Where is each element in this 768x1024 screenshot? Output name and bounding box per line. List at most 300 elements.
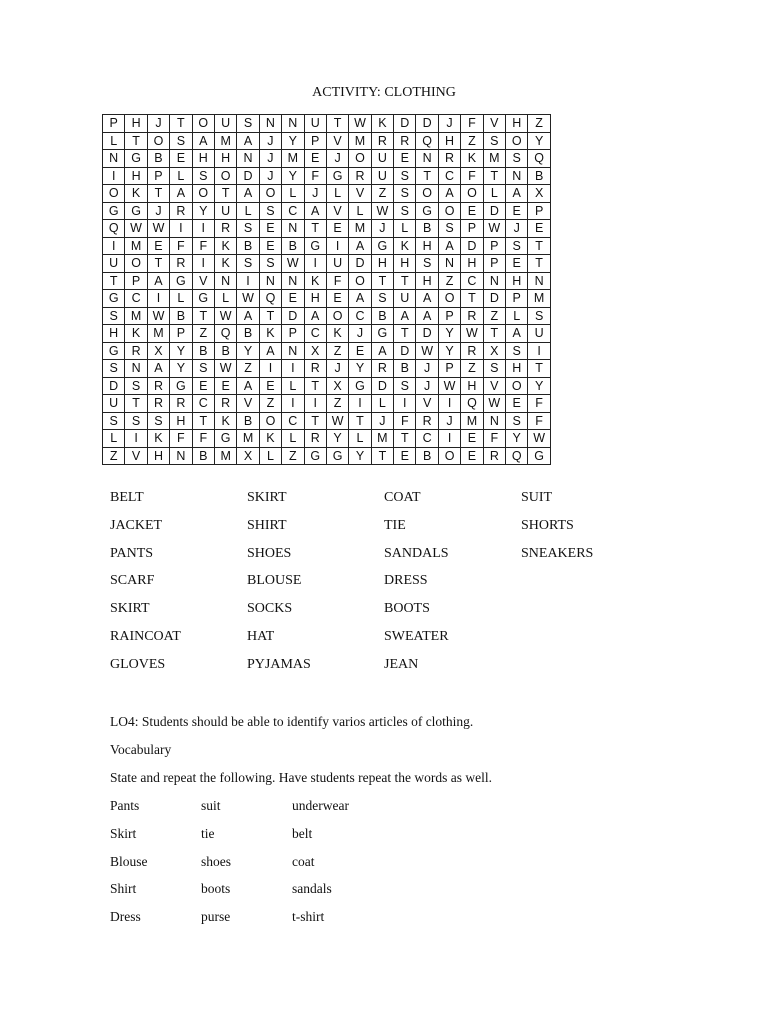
grid-cell: R bbox=[438, 150, 460, 168]
word-list-item bbox=[521, 657, 658, 685]
grid-cell: L bbox=[170, 290, 192, 308]
grid-row bbox=[103, 132, 551, 150]
grid-cell: W bbox=[214, 360, 236, 378]
word-list-item bbox=[521, 601, 658, 629]
grid-cell: I bbox=[125, 430, 147, 448]
grid-cell: R bbox=[461, 342, 483, 360]
grid-cell: W bbox=[147, 220, 169, 238]
grid-cell: A bbox=[304, 307, 326, 325]
word-list-item: SANDALS bbox=[384, 545, 449, 561]
grid-cell: B bbox=[528, 167, 550, 185]
grid-cell: R bbox=[147, 395, 169, 413]
grid-cell: F bbox=[170, 237, 192, 255]
vocabulary-word: boots bbox=[201, 881, 231, 897]
grid-cell: W bbox=[147, 307, 169, 325]
grid-cell: B bbox=[237, 325, 259, 343]
grid-cell: H bbox=[438, 132, 460, 150]
grid-row bbox=[103, 185, 551, 203]
grid-cell: D bbox=[371, 377, 393, 395]
grid-cell: H bbox=[304, 290, 326, 308]
word-list-item: PANTS bbox=[110, 545, 154, 561]
grid-cell: E bbox=[282, 290, 304, 308]
grid-cell: B bbox=[237, 412, 259, 430]
grid-cell: T bbox=[394, 272, 416, 290]
word-list-item bbox=[521, 629, 658, 657]
grid-cell: J bbox=[326, 360, 348, 378]
grid-cell: P bbox=[438, 307, 460, 325]
grid-cell: O bbox=[326, 307, 348, 325]
grid-cell: S bbox=[192, 360, 214, 378]
grid-cell: T bbox=[147, 185, 169, 203]
grid-cell: I bbox=[282, 360, 304, 378]
grid-cell: N bbox=[416, 150, 438, 168]
grid-cell: H bbox=[416, 272, 438, 290]
grid-cell: K bbox=[214, 412, 236, 430]
grid-cell: K bbox=[326, 325, 348, 343]
grid-cell: S bbox=[394, 167, 416, 185]
grid-cell: W bbox=[282, 255, 304, 273]
grid-cell: J bbox=[147, 115, 169, 133]
grid-cell: L bbox=[282, 377, 304, 395]
grid-cell: Z bbox=[438, 272, 460, 290]
grid-cell: J bbox=[506, 220, 528, 238]
grid-cell: I bbox=[349, 395, 371, 413]
grid-row bbox=[103, 290, 551, 308]
grid-cell: K bbox=[125, 325, 147, 343]
grid-cell: K bbox=[304, 272, 326, 290]
grid-cell: D bbox=[416, 115, 438, 133]
grid-cell: H bbox=[103, 325, 125, 343]
vocabulary-word: Pants bbox=[110, 798, 140, 813]
grid-cell: T bbox=[371, 447, 393, 465]
grid-cell: V bbox=[192, 272, 214, 290]
vocabulary-word: purse bbox=[201, 909, 231, 925]
word-list-item: HAT bbox=[247, 628, 275, 644]
grid-cell: N bbox=[282, 115, 304, 133]
grid-cell: M bbox=[214, 447, 236, 465]
grid-cell: W bbox=[125, 220, 147, 238]
grid-cell: B bbox=[282, 237, 304, 255]
grid-cell: O bbox=[147, 132, 169, 150]
grid-cell: S bbox=[103, 360, 125, 378]
grid-cell: W bbox=[438, 377, 460, 395]
grid-cell: T bbox=[259, 307, 281, 325]
grid-cell: G bbox=[170, 377, 192, 395]
grid-cell: L bbox=[349, 202, 371, 220]
grid-cell: T bbox=[103, 272, 125, 290]
grid-cell: M bbox=[125, 307, 147, 325]
grid-cell: H bbox=[506, 115, 528, 133]
grid-cell: P bbox=[125, 272, 147, 290]
grid-cell: J bbox=[259, 132, 281, 150]
grid-cell: A bbox=[349, 290, 371, 308]
grid-cell: T bbox=[125, 395, 147, 413]
grid-cell: K bbox=[371, 115, 393, 133]
grid-cell: W bbox=[528, 430, 550, 448]
grid-cell: A bbox=[237, 185, 259, 203]
grid-cell: X bbox=[528, 185, 550, 203]
word-list-item: DRESS bbox=[384, 573, 428, 589]
grid-cell: Y bbox=[528, 377, 550, 395]
grid-cell: F bbox=[170, 430, 192, 448]
grid-cell: T bbox=[304, 377, 326, 395]
grid-cell: Z bbox=[237, 360, 259, 378]
vocabulary-word: underwear bbox=[292, 798, 349, 813]
word-list-item: SOCKS bbox=[247, 601, 293, 617]
vocabulary-word: shoes bbox=[201, 853, 231, 869]
word-list-item: JACKET bbox=[110, 517, 163, 533]
grid-cell: N bbox=[483, 272, 505, 290]
grid-cell: K bbox=[259, 430, 281, 448]
grid-cell: O bbox=[192, 185, 214, 203]
word-list-item: COAT bbox=[384, 490, 421, 505]
grid-cell: B bbox=[371, 307, 393, 325]
grid-cell: Y bbox=[282, 167, 304, 185]
grid-cell: G bbox=[214, 430, 236, 448]
grid-cell: G bbox=[103, 290, 125, 308]
grid-cell: S bbox=[506, 412, 528, 430]
grid-cell: S bbox=[416, 255, 438, 273]
grid-cell: X bbox=[326, 377, 348, 395]
grid-cell: V bbox=[483, 377, 505, 395]
grid-cell: N bbox=[282, 342, 304, 360]
grid-cell: Y bbox=[282, 132, 304, 150]
grid-cell: J bbox=[304, 185, 326, 203]
grid-cell: A bbox=[506, 185, 528, 203]
grid-cell: G bbox=[304, 447, 326, 465]
grid-cell: E bbox=[506, 395, 528, 413]
grid-cell: K bbox=[214, 255, 236, 273]
grid-cell: E bbox=[394, 447, 416, 465]
grid-cell: V bbox=[483, 115, 505, 133]
grid-cell: O bbox=[125, 255, 147, 273]
grid-cell: E bbox=[461, 202, 483, 220]
word-list-item: SUIT bbox=[521, 490, 553, 505]
vocabulary-word: suit bbox=[201, 798, 221, 813]
grid-cell: U bbox=[304, 115, 326, 133]
grid-cell: Y bbox=[506, 430, 528, 448]
grid-cell: B bbox=[147, 150, 169, 168]
vocabulary-word: coat bbox=[292, 853, 315, 869]
grid-cell: A bbox=[147, 272, 169, 290]
grid-cell: I bbox=[326, 237, 348, 255]
grid-cell: V bbox=[349, 185, 371, 203]
grid-cell: R bbox=[304, 360, 326, 378]
grid-cell: E bbox=[304, 150, 326, 168]
grid-cell: T bbox=[192, 412, 214, 430]
grid-cell: L bbox=[483, 185, 505, 203]
grid-cell: G bbox=[125, 202, 147, 220]
grid-cell: E bbox=[461, 430, 483, 448]
grid-cell: L bbox=[349, 430, 371, 448]
grid-cell: A bbox=[416, 307, 438, 325]
grid-cell: Z bbox=[326, 342, 348, 360]
grid-cell: D bbox=[237, 167, 259, 185]
grid-cell: K bbox=[394, 237, 416, 255]
grid-cell: I bbox=[394, 395, 416, 413]
grid-cell: L bbox=[326, 185, 348, 203]
grid-cell: T bbox=[483, 167, 505, 185]
word-list-item: SWEATER bbox=[384, 628, 449, 644]
grid-cell: W bbox=[483, 220, 505, 238]
grid-cell: Y bbox=[326, 430, 348, 448]
grid-cell: I bbox=[192, 255, 214, 273]
grid-cell: E bbox=[506, 255, 528, 273]
grid-cell: N bbox=[103, 150, 125, 168]
grid-cell: D bbox=[349, 255, 371, 273]
word-list-item: PYJAMAS bbox=[247, 656, 311, 672]
grid-cell: I bbox=[438, 430, 460, 448]
grid-cell: P bbox=[461, 220, 483, 238]
grid-cell: I bbox=[528, 342, 550, 360]
grid-cell: H bbox=[416, 237, 438, 255]
grid-cell: F bbox=[192, 430, 214, 448]
vocabulary-word: Shirt bbox=[110, 881, 137, 897]
grid-cell: Y bbox=[170, 360, 192, 378]
grid-row bbox=[103, 237, 551, 255]
vocabulary-table bbox=[110, 798, 412, 937]
grid-row bbox=[103, 307, 551, 325]
grid-cell: L bbox=[394, 220, 416, 238]
grid-cell: C bbox=[349, 307, 371, 325]
grid-row bbox=[103, 220, 551, 238]
grid-cell: V bbox=[237, 395, 259, 413]
grid-row bbox=[103, 167, 551, 185]
grid-cell: E bbox=[259, 220, 281, 238]
grid-cell: E bbox=[147, 237, 169, 255]
grid-cell: Z bbox=[282, 447, 304, 465]
grid-cell: Y bbox=[349, 360, 371, 378]
grid-cell: T bbox=[461, 290, 483, 308]
grid-cell: Q bbox=[461, 395, 483, 413]
grid-cell: M bbox=[371, 430, 393, 448]
grid-cell: G bbox=[416, 202, 438, 220]
grid-cell: A bbox=[371, 342, 393, 360]
grid-cell: G bbox=[103, 202, 125, 220]
grid-cell: E bbox=[461, 447, 483, 465]
grid-cell: X bbox=[147, 342, 169, 360]
grid-cell: O bbox=[349, 150, 371, 168]
grid-cell: G bbox=[304, 237, 326, 255]
grid-cell: P bbox=[170, 325, 192, 343]
grid-cell: M bbox=[125, 237, 147, 255]
grid-cell: V bbox=[125, 447, 147, 465]
grid-cell: N bbox=[259, 272, 281, 290]
grid-cell: F bbox=[528, 412, 550, 430]
grid-cell: S bbox=[259, 202, 281, 220]
grid-cell: J bbox=[147, 202, 169, 220]
grid-cell: B bbox=[192, 447, 214, 465]
grid-cell: C bbox=[461, 272, 483, 290]
grid-row bbox=[103, 360, 551, 378]
grid-cell: H bbox=[394, 255, 416, 273]
grid-cell: Q bbox=[528, 150, 550, 168]
grid-cell: S bbox=[192, 167, 214, 185]
grid-cell: K bbox=[461, 150, 483, 168]
grid-cell: O bbox=[438, 290, 460, 308]
grid-cell: N bbox=[125, 360, 147, 378]
grid-cell: Z bbox=[461, 360, 483, 378]
grid-cell: S bbox=[103, 307, 125, 325]
grid-cell: T bbox=[214, 185, 236, 203]
word-list-item: SNEAKERS bbox=[521, 545, 594, 561]
grid-row bbox=[103, 395, 551, 413]
grid-cell: A bbox=[349, 237, 371, 255]
grid-cell: H bbox=[125, 115, 147, 133]
grid-cell: F bbox=[461, 167, 483, 185]
grid-cell: P bbox=[282, 325, 304, 343]
grid-cell: F bbox=[394, 412, 416, 430]
grid-cell: B bbox=[214, 342, 236, 360]
grid-cell: I bbox=[192, 220, 214, 238]
grid-cell: C bbox=[282, 412, 304, 430]
grid-cell: H bbox=[170, 412, 192, 430]
grid-cell: T bbox=[170, 115, 192, 133]
grid-cell: I bbox=[304, 255, 326, 273]
grid-cell: K bbox=[214, 237, 236, 255]
grid-cell: A bbox=[304, 202, 326, 220]
grid-cell: C bbox=[416, 430, 438, 448]
grid-cell: L bbox=[237, 202, 259, 220]
grid-cell: N bbox=[282, 220, 304, 238]
grid-cell: A bbox=[506, 325, 528, 343]
grid-cell: R bbox=[483, 447, 505, 465]
grid-cell: S bbox=[259, 255, 281, 273]
grid-cell: T bbox=[304, 220, 326, 238]
grid-cell: V bbox=[326, 202, 348, 220]
grid-row bbox=[103, 115, 551, 133]
grid-cell: O bbox=[259, 412, 281, 430]
word-list-item: BELT bbox=[110, 490, 144, 505]
grid-cell: R bbox=[125, 342, 147, 360]
grid-cell: T bbox=[371, 272, 393, 290]
grid-cell: P bbox=[304, 132, 326, 150]
page-title: ACTIVITY: CLOTHING bbox=[312, 85, 456, 100]
grid-cell: C bbox=[125, 290, 147, 308]
grid-cell: T bbox=[528, 255, 550, 273]
grid-cell: S bbox=[125, 377, 147, 395]
grid-cell: J bbox=[259, 167, 281, 185]
grid-cell: W bbox=[371, 202, 393, 220]
grid-cell: R bbox=[416, 412, 438, 430]
grid-cell: R bbox=[214, 395, 236, 413]
grid-row bbox=[103, 272, 551, 290]
grid-cell: L bbox=[259, 447, 281, 465]
grid-cell: S bbox=[506, 237, 528, 255]
grid-cell: Q bbox=[259, 290, 281, 308]
grid-cell: N bbox=[237, 150, 259, 168]
grid-cell: T bbox=[394, 430, 416, 448]
grid-cell: R bbox=[170, 395, 192, 413]
grid-cell: E bbox=[528, 220, 550, 238]
word-list bbox=[110, 490, 658, 685]
grid-cell: E bbox=[394, 150, 416, 168]
grid-cell: S bbox=[147, 412, 169, 430]
grid-cell: W bbox=[214, 307, 236, 325]
grid-cell: A bbox=[416, 290, 438, 308]
grid-cell: G bbox=[528, 447, 550, 465]
grid-cell: R bbox=[170, 255, 192, 273]
grid-cell: T bbox=[416, 167, 438, 185]
grid-cell: U bbox=[103, 395, 125, 413]
grid-cell: J bbox=[416, 360, 438, 378]
grid-cell: L bbox=[282, 185, 304, 203]
grid-cell: H bbox=[461, 255, 483, 273]
grid-cell: O bbox=[461, 185, 483, 203]
grid-cell: I bbox=[438, 395, 460, 413]
grid-cell: E bbox=[326, 290, 348, 308]
grid-cell: T bbox=[528, 237, 550, 255]
grid-cell: E bbox=[259, 237, 281, 255]
grid-cell: K bbox=[125, 185, 147, 203]
grid-cell: S bbox=[237, 220, 259, 238]
grid-cell: O bbox=[349, 272, 371, 290]
grid-cell: J bbox=[259, 150, 281, 168]
grid-cell: Z bbox=[528, 115, 550, 133]
grid-cell: T bbox=[394, 325, 416, 343]
grid-cell: L bbox=[103, 430, 125, 448]
vocabulary-word: tie bbox=[201, 825, 215, 841]
grid-cell: P bbox=[506, 290, 528, 308]
grid-cell: W bbox=[483, 395, 505, 413]
grid-cell: L bbox=[103, 132, 125, 150]
grid-cell: O bbox=[259, 185, 281, 203]
grid-cell: Q bbox=[506, 447, 528, 465]
grid-cell: O bbox=[438, 447, 460, 465]
grid-cell: N bbox=[214, 272, 236, 290]
grid-cell: H bbox=[192, 150, 214, 168]
grid-cell: F bbox=[326, 272, 348, 290]
grid-cell: M bbox=[237, 430, 259, 448]
grid-cell: W bbox=[416, 342, 438, 360]
grid-row bbox=[103, 342, 551, 360]
vocabulary-word: belt bbox=[292, 825, 313, 841]
grid-cell: A bbox=[394, 307, 416, 325]
grid-cell: P bbox=[438, 360, 460, 378]
grid-cell: G bbox=[103, 342, 125, 360]
word-list-item bbox=[521, 573, 658, 601]
grid-cell: C bbox=[192, 395, 214, 413]
grid-cell: S bbox=[506, 150, 528, 168]
grid-cell: A bbox=[170, 185, 192, 203]
grid-cell: F bbox=[483, 430, 505, 448]
grid-row bbox=[103, 202, 551, 220]
grid-cell: W bbox=[237, 290, 259, 308]
grid-cell: I bbox=[103, 167, 125, 185]
grid-cell: A bbox=[438, 185, 460, 203]
grid-cell: Z bbox=[371, 185, 393, 203]
grid-cell: L bbox=[506, 307, 528, 325]
grid-cell: M bbox=[147, 325, 169, 343]
grid-cell: D bbox=[461, 237, 483, 255]
grid-row bbox=[103, 447, 551, 465]
grid-cell: A bbox=[237, 132, 259, 150]
grid-cell: I bbox=[304, 395, 326, 413]
grid-cell: Z bbox=[326, 395, 348, 413]
grid-cell: B bbox=[394, 360, 416, 378]
grid-cell: I bbox=[237, 272, 259, 290]
grid-cell: H bbox=[506, 272, 528, 290]
grid-cell: D bbox=[483, 202, 505, 220]
grid-cell: N bbox=[483, 412, 505, 430]
grid-cell: P bbox=[483, 255, 505, 273]
grid-cell: Y bbox=[192, 202, 214, 220]
grid-cell: A bbox=[147, 360, 169, 378]
grid-cell: U bbox=[326, 255, 348, 273]
grid-cell: U bbox=[371, 150, 393, 168]
vocabulary-word: t-shirt bbox=[292, 909, 325, 925]
grid-cell: S bbox=[237, 255, 259, 273]
